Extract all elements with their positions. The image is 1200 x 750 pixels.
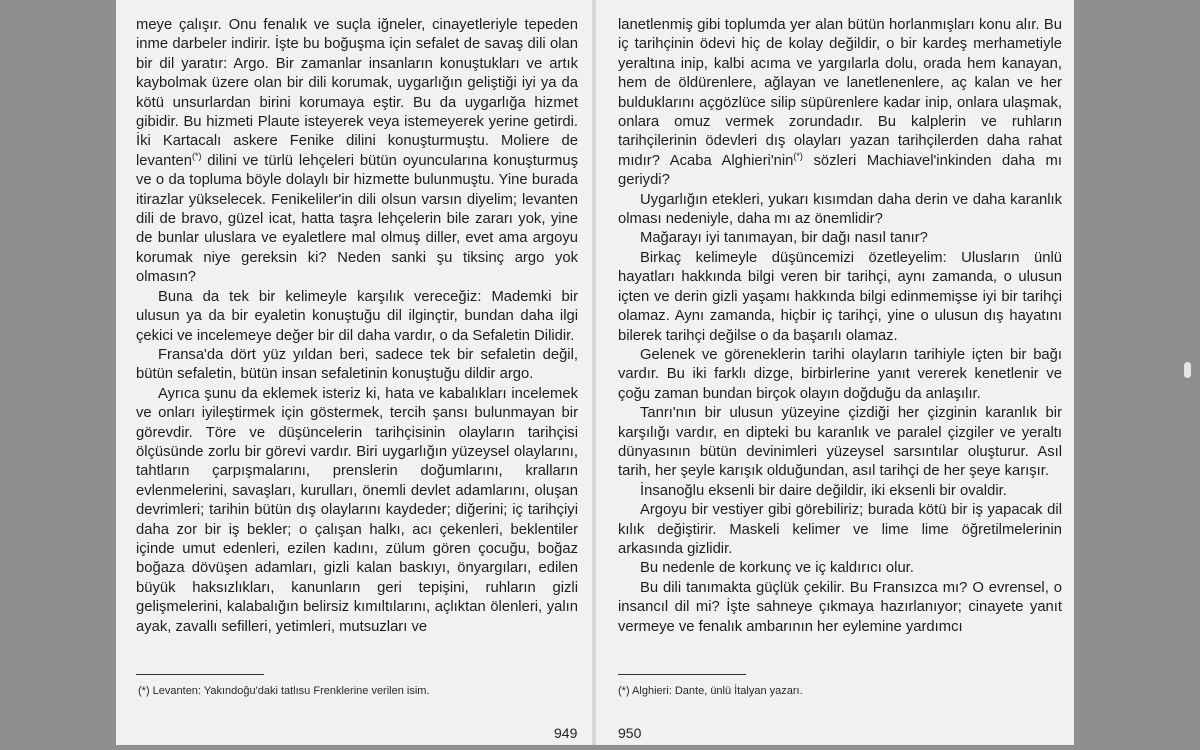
paragraph: Bu dili tanımakta güçlük çekilir. Bu Fransızca mı? O evrensel, o insancıl dil mi? İşte sahneye çıkmaya hazırlanıyor; cinayete yanıt vermeye ve fenalık ambarının her eylemine yardımcı <box>618 579 1062 635</box>
footnote: (*) Levanten: Yakındoğu'daki tatlısu Frenklerine verilen isim. <box>138 685 430 697</box>
paragraph: Argoyu bir vestiyer gibi görebiliriz; burada kötü bir iş yapacak dil kılık değiştirir. Maskeli kelimer ve lime lime öğretilmelerinin arkasında gizlidir. <box>618 502 1062 557</box>
paragraph: lanetlenmiş gibi toplumda yer alan bütün horlanmışları konu alır. Bu iç tarihçinin ödevi hiç de kolay değildir, o bir kardeş merhametiyle yeraltına inip, kalbi acıma ve yargılarla dolu, orada hem kanayan, hem de öldürenlere, ağlayan ve lanetlenenlere, aç kalan ve her bulduklarını açgözlüce silip süpürenlere kadar inip, onlara ulaşmak, onlara omuz vermek zorundadır. Bu kalplerin ve ruhların tarihçilerinin ödevleri dış olayları yazan tarihçilerden daha rahat mıdır? Acaba Alghieri'nin(*) sözleri Machiavel'inkinden daha mı geriydi? <box>618 17 1062 189</box>
footnote-marker: (*) <box>191 150 202 161</box>
footnote: (*) Alghieri: Dante, ünlü İtalyan yazarı. <box>618 685 803 697</box>
scrollbar-thumb[interactable] <box>1184 362 1191 378</box>
right-page-body <box>618 16 1062 637</box>
left-page-body <box>136 16 578 637</box>
paragraph: Ayrıca şunu da eklemek isteriz ki, hata ve kabalıkları incelemek ve onları iyileştirmek için göstermek, tercih şansı bulunmayan bir görevdir. Töre ve düşüncelerin tarihçisinin olayların tarihçisi ölçüsünde zorlu bir görevi vardır. Biri uygarlığın yüzeysel olaylarını, tahtların çarpışmalarını, prenslerin doğumlarını, kralların evlenmelerini, savaşları, kurulları, önemli devlet adamlarını, oluşan devrimleri; tarihin bütün dış olaylarını kaydeder; diğerini; iç tarihçiyi daha zor bir iş bekler; o çalışan halkı, acı çekenleri, beklentiler içinde umut edenleri, ezilen kadını, zülum gören çocuğu, boğaz boğaza dövüşen adamları, gizli kalan baskıyı, önyargıları, edilen büyük haksızlıkları, kanunların geri tepişini, ruhların gizli gelişmelerini, kalabalığın belirsiz kımıltılarını, açlıktan ölenleri, yalın ayak, zavallı sefilleri, yetimleri, mutsuzları ve <box>136 385 578 635</box>
paragraph: İnsanoğlu eksenli bir daire değildir, iki eksenli bir ovaldir. <box>640 482 1007 499</box>
paragraph: Fransa'da dört yüz yıldan beri, sadece tek bir sefaletin değil, bütün sefaletin, bütün insan sefaletinin konuştuğu dildir argo. <box>136 346 578 383</box>
footnote-divider <box>136 674 264 675</box>
paragraph: Bu nedenle de korkunç ve iç kaldırıcı olur. <box>640 560 914 577</box>
paragraph: Birkaç kelimeyle düşüncemizi özetleyelim: Ulusların ünlü hayatları hakkında bilgi veren bir tarihçi, aynı zamanda, o ulusun içten ve derin gizli yaşamı hakkında bilgi edinmemişse iyi bir tarihçi olamaz. Aynı zamanda, hiçbir iç tarihçi, yine o ulusun dış hayatını bilerek tarihçi değilse o da başarılı olamaz. <box>618 249 1062 344</box>
page-number: 949 <box>554 725 578 741</box>
footnote-divider <box>618 674 746 675</box>
page-number: 950 <box>618 725 642 741</box>
vertical-scrollbar[interactable] <box>1183 0 1193 750</box>
paragraph: Gelenek ve göreneklerin tarihi olayların tarihiyle içten bir bağı vardır. Bu iki farklı dizge, birbirlerine yanıt vererek kenetlenir ve çoğu zaman bundan birçok olayın doğduğu da anlaşılır. <box>618 346 1062 402</box>
right-page <box>596 0 1074 745</box>
paragraph: Uygarlığın etekleri, yukarı kısımdan daha derin ve daha karanlık olması nedeniyle, daha mı az önemlidir? <box>618 191 1062 228</box>
paragraph: Tanrı'nın bir ulusun yüzeyine çizdiği her çizginin karanlık bir karşılığı vardır, en dipteki bu karanlık ve paralel çizgiler ve yeraltı dünyasının bütün devinimleri yüzeysel sarsıntılar oluşturur. Asıl tarih, her şeyle karışık olduğundan, asıl tarihçi de her şeye karışır. <box>618 405 1062 480</box>
paragraph: Buna da tek bir kelimeyle karşılık vereceğiz: Mademki bir ulusun ya da bir eyaletin konuştuğu dil ilginçtir, bundan daha ilgi çekici ve incelemeye değer bir dil daha vardır, o da Sefaletin Dilidir. <box>136 288 578 344</box>
paragraph: meye çalışır. Onu fenalık ve suçla iğneler, cinayetleriyle tepeden inme darbeler indirir. İşte bu boğuşma için sefalet de savaş dili olan bir dil yaratır: Argo. Bir zamanlar insanların konuştukları ve artık kaybolmak üzere olan bir dili korumak, uygarlığın geliştiği iyi ya da kötü unsurlardan birini korumaya eştir. Bu da uygarlığa hizmet gibidir. Bu hizmeti Plaute isteyerek veya istemeyerek yerine getirdi. İki Kartacalı askere Fenike dilini konuşturmuştu. Moliere de levanten(*) dilini ve türlü lehçeleri bütün oyuncularına konuşturmuş ve o da topluma böyle dolaylı bir hizmette bulunmuştu. Yine burada itirazlar yükselecek. Fenikeliler'in dili olsun varsın diyelim; levanten dili de bravo, güzel icat, hatta taşra lehçelerin bile zararı yok, yine de bunlar uluslara ve eyaletlere mal olmuş diller, evet ama argoyu korumak niye gereksin ki? Neden sanki şu tiksinç argo yok olmasın? <box>136 17 578 286</box>
paragraph: Mağarayı iyi tanımayan, bir dağı nasıl tanır? <box>640 230 928 247</box>
left-page <box>116 0 592 745</box>
footnote-marker: (*) <box>793 150 803 161</box>
